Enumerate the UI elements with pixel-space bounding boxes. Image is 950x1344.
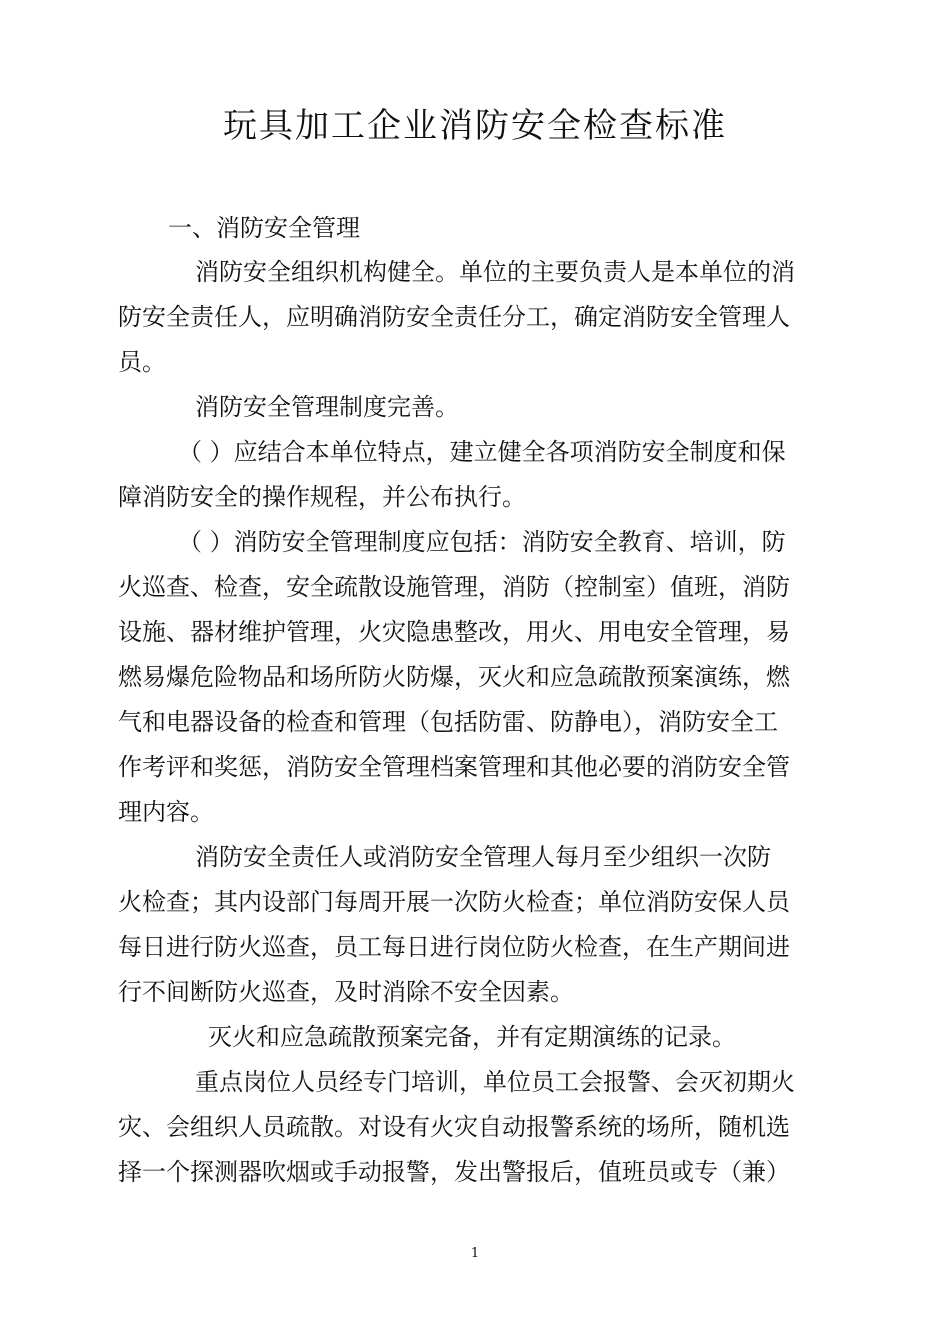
paragraph-line: 设施、器材维护管理，火灾隐患整改，用火、用电安全管理，易	[118, 618, 790, 646]
paragraph-line: 火巡查、检查，安全疏散设施管理，消防（控制室）值班，消防	[118, 573, 790, 601]
paragraph-line: 防安全责任人，应明确消防安全责任分工，确定消防安全管理人	[118, 303, 790, 331]
paragraph-line: 气和电器设备的检查和管理（包括防雷、防静电），消防安全工	[118, 708, 778, 736]
page-number: 1	[470, 1246, 480, 1261]
paragraph-line: 理内容。	[118, 798, 214, 826]
paragraph-line: 消防安全管理制度完善。	[195, 393, 459, 421]
paragraph-line: 择一个探测器吹烟或手动报警，发出警报后，值班员或专（兼）	[118, 1158, 790, 1186]
paragraph-line: 消防安全组织机构健全。单位的主要负责人是本单位的消	[195, 258, 795, 286]
paragraph-line: 作考评和奖惩，消防安全管理档案管理和其他必要的消防安全管	[118, 753, 790, 781]
paragraph-line: （ ）应结合本单位特点，建立健全各项消防安全制度和保	[178, 438, 786, 466]
paragraph-line: 每日进行防火巡查，员工每日进行岗位防火检查，在生产期间进	[118, 933, 790, 961]
paragraph-line: 员。	[118, 348, 166, 376]
paragraph-line: 障消防安全的操作规程，并公布执行。	[118, 483, 526, 511]
paragraph-line: 燃易爆危险物品和场所防火防爆，灭火和应急疏散预案演练，燃	[118, 663, 790, 691]
paragraph-line: 火检查；其内设部门每周开展一次防火检查；单位消防安保人员	[118, 888, 790, 916]
paragraph-line: 消防安全责任人或消防安全管理人每月至少组织一次防	[195, 843, 771, 871]
document-title: 玩具加工企业消防安全检查标准	[223, 106, 727, 146]
paragraph-line: 行不间断防火巡查，及时消除不安全因素。	[118, 978, 574, 1006]
paragraph-line: 灾、会组织人员疏散。对设有火灾自动报警系统的场所，随机选	[118, 1113, 790, 1141]
paragraph-line: （ ）消防安全管理制度应包括：消防安全教育、培训，防	[178, 528, 786, 556]
section-heading: 一、消防安全管理	[168, 214, 360, 242]
paragraph-line: 灭火和应急疏散预案完备，并有定期演练的记录。	[208, 1023, 736, 1051]
paragraph-line: 重点岗位人员经专门培训，单位员工会报警、会灭初期火	[195, 1068, 795, 1096]
